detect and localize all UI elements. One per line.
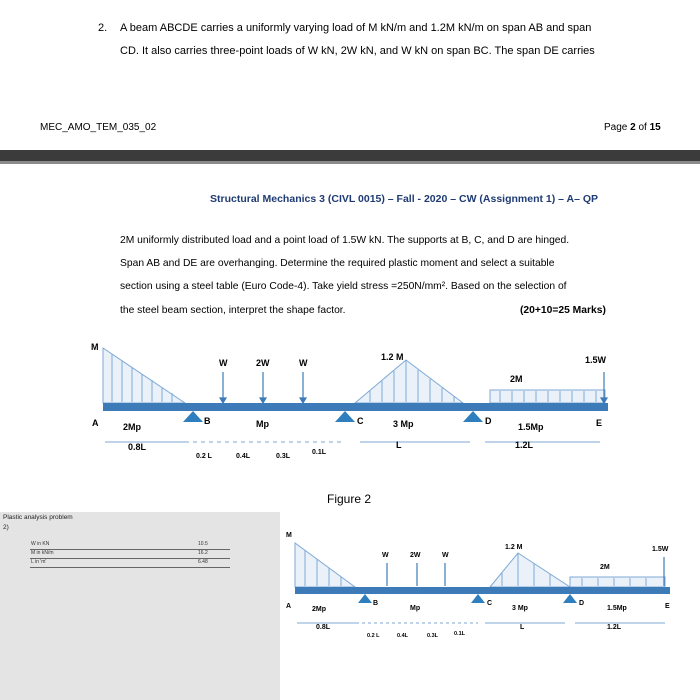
support-c [335, 411, 355, 422]
figure-caption: Figure 2 [327, 492, 372, 506]
length-ab-small: 0.8L [316, 624, 331, 631]
length-b3-small: 0.3L [427, 633, 439, 639]
length-b4-small: 0.1L [454, 631, 466, 637]
load-w1-label-small: W [382, 552, 389, 559]
point-c: C [357, 416, 364, 426]
load-w3-label: W [299, 358, 308, 368]
load-m-label: M [91, 342, 99, 352]
beam-figure-small [280, 525, 700, 645]
load-m-label-small: M [286, 532, 292, 539]
point-c-small: C [487, 600, 493, 607]
moment-cd-small: 3 Mp [512, 605, 528, 612]
length-cd: L [396, 440, 402, 450]
support-d-small [563, 594, 577, 603]
load-w3-label-small: W [442, 552, 449, 559]
load-15w-label: 1.5W [585, 355, 607, 365]
body-line-2: Span AB and DE are overhanging. Determine the required plastic moment and select a suitable [120, 258, 555, 269]
beam-figure [0, 330, 700, 470]
length-cd-small: L [520, 624, 525, 631]
side-table-row: M in kN/m 16.2 [30, 550, 230, 559]
moment-bc-small: Mp [410, 605, 421, 612]
moment-cd: 3 Mp [393, 419, 414, 429]
length-b1: 0.2 L [196, 453, 212, 460]
side-panel-number: 2) [3, 524, 9, 531]
udl-ab-small [295, 543, 355, 587]
length-ab: 0.8L [128, 442, 147, 452]
page-divider-band [0, 150, 700, 161]
body-line-1: 2M uniformly distributed load and a point load of 1.5W kN. The supports at B, C, and D are hinged. [120, 235, 570, 246]
load-2w-label-small: 2W [410, 552, 421, 559]
assignment-title: Structural Mechanics 3 (CIVL 0015) – Fall - 2020 – CW (Assignment 1) – A– QP [210, 193, 599, 205]
load-12m-label: 1.2 M [381, 352, 404, 362]
point-b: B [204, 416, 211, 426]
udl-cd [355, 360, 463, 403]
support-c-small [471, 594, 485, 603]
udl-de [490, 390, 605, 403]
length-de: 1.2L [515, 440, 534, 450]
length-b3: 0.3L [276, 453, 291, 460]
side-table-row: L in 'm' 6.48 [30, 559, 230, 568]
page-divider-shadow [0, 161, 700, 164]
point-d: D [485, 416, 492, 426]
length-b4: 0.1L [312, 449, 327, 456]
point-e: E [596, 418, 603, 428]
length-b1-small: 0.2 L [367, 633, 380, 639]
side-table [30, 541, 230, 568]
question-line-1: A beam ABCDE carries a uniformly varying load of M kN/m and 1.2M kN/m on span AB and span [120, 22, 592, 34]
length-b2: 0.4L [236, 453, 251, 460]
support-d [463, 411, 483, 422]
udl-cd-small [490, 553, 570, 587]
moment-de: 1.5Mp [518, 422, 544, 432]
moment-bc: Mp [256, 419, 269, 429]
udl-de-small [570, 577, 665, 587]
support-b [183, 411, 203, 422]
point-e-small: E [665, 603, 670, 610]
marks: (20+10=25 Marks) [520, 305, 606, 316]
side-panel-title: Plastic analysis problem [3, 514, 73, 521]
beam [103, 403, 608, 411]
point-a: A [92, 418, 99, 428]
length-b2-small: 0.4L [397, 633, 409, 639]
beam-small [295, 587, 670, 594]
load-2m-label: 2M [510, 374, 523, 384]
load-2m-label-small: 2M [600, 564, 610, 571]
page-indicator: Page 2 of 15 [604, 122, 661, 133]
load-12m-label-small: 1.2 M [505, 544, 523, 551]
doc-code: MEC_AMO_TEM_035_02 [40, 122, 157, 133]
point-a-small: A [286, 603, 292, 610]
body-line-4: the steel beam section, interpret the shape factor. [120, 305, 346, 316]
point-b-small: B [373, 600, 379, 607]
body-line-3: section using a steel table (Euro Code-4). Take yield stress =250N/mm². Based on the selection of [120, 281, 567, 292]
moment-de-small: 1.5Mp [607, 605, 627, 612]
moment-ab-small: 2Mp [312, 606, 326, 613]
point-d-small: D [579, 600, 585, 607]
length-de-small: 1.2L [607, 624, 622, 631]
question-number: 2. [98, 22, 108, 34]
support-b-small [358, 594, 372, 603]
load-2w-label: 2W [256, 358, 270, 368]
load-15w-label-small: 1.5W [652, 546, 669, 553]
udl-ab [103, 348, 185, 403]
side-table-row: W in KN 10.5 [30, 541, 230, 550]
moment-ab: 2Mp [123, 422, 141, 432]
question-line-2: CD. It also carries three-point loads of W kN, 2W kN, and W kN on span BC. The span DE carries [120, 45, 595, 57]
load-w1-label: W [219, 358, 228, 368]
